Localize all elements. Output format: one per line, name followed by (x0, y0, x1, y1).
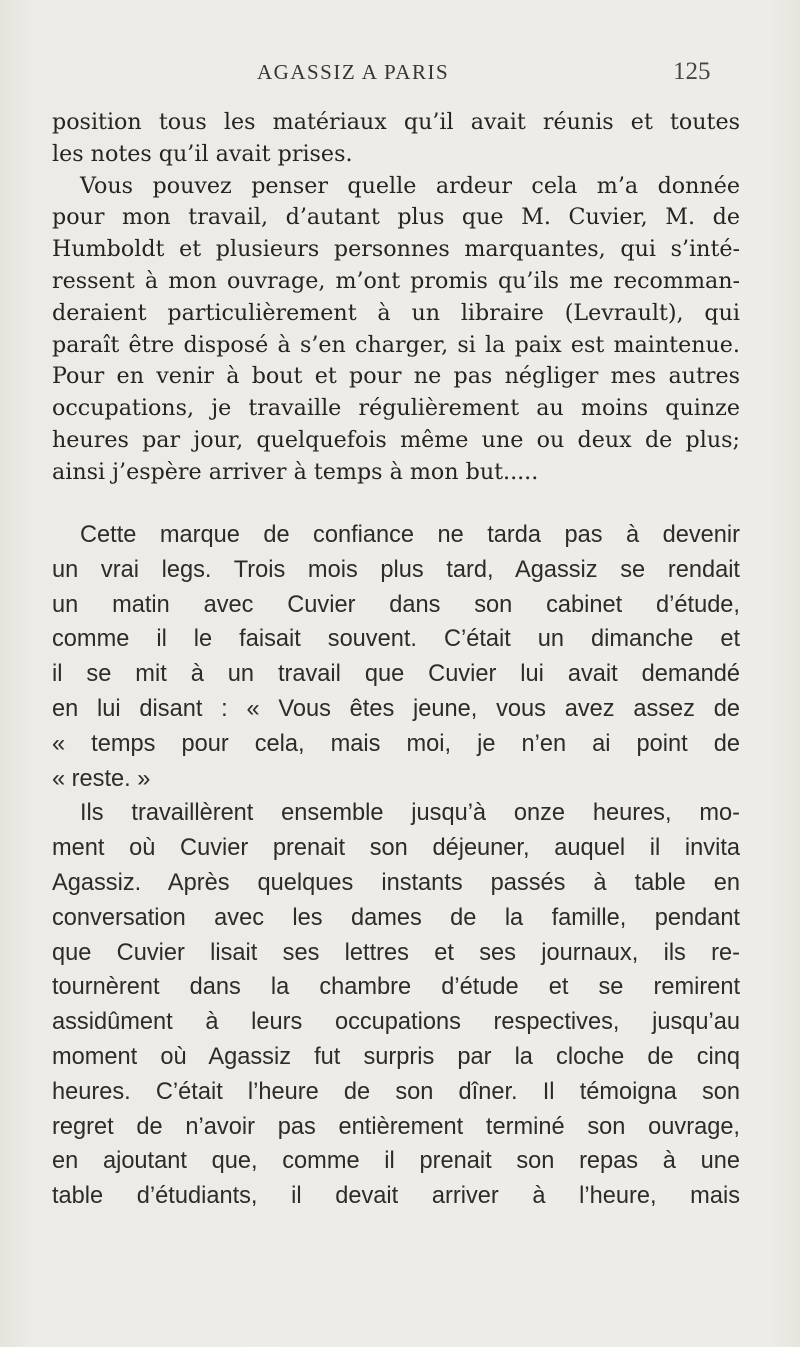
text-line: occupations, je travaille régulièrement au moins quinze (52, 395, 740, 422)
text-line: Vous pouvez penser quelle ardeur cela m’a donnée (80, 172, 740, 199)
text-line: un vrai legs. Trois mois plus tard, Agassiz se rendait (52, 556, 740, 583)
text-line: heures par jour, quelquefois même une ou deux de plus; (52, 426, 740, 453)
text-line: comme il le faisait souvent. C’était un dimanche et (52, 626, 740, 653)
text-line: Cette marque de confiance ne tarda pas à devenir (80, 522, 740, 548)
paragraph-3 (52, 518, 740, 796)
text-line: ment où Cuvier prenait son déjeuner, auquel il invita (52, 835, 740, 862)
paragraph-4 (52, 796, 740, 1214)
letter-excerpt (52, 107, 740, 489)
page-number: 125 (673, 58, 711, 85)
text-line: en ajoutant que, comme il prenait son repas à une (52, 1148, 740, 1175)
text-line: Humboldt et plusieurs personnes marquantes, qui s’inté- (52, 236, 740, 263)
text-line: Agassiz. Après quelques instants passés à table en (52, 869, 740, 896)
text-line: que Cuvier lisait ses lettres et ses journaux, ils re- (52, 939, 740, 966)
page-header (0, 58, 800, 94)
paragraph-2 (52, 171, 740, 489)
text-line: les notes qu’il avait prises. (52, 140, 353, 167)
text-line: Pour en venir à bout et pour ne pas négliger mes autres (52, 363, 740, 390)
text-line: heures. C’était l’heure de son dîner. Il témoigna son (52, 1078, 740, 1105)
text-line: Ils travaillèrent ensemble jusqu’à onze heures, mo- (80, 800, 740, 827)
text-line: regret de n’avoir pas entièrement terminé son ouvrage, (52, 1113, 740, 1140)
paragraph-1 (52, 107, 740, 171)
text-line: il se mit à un travail que Cuvier lui avait demandé (52, 661, 740, 688)
text-line: ressent à mon ouvrage, m’ont promis qu’ils me recomman- (52, 267, 740, 294)
text-line: tournèrent dans la chambre d’étude et se remirent (52, 974, 740, 1001)
text-line: ainsi j’espère arriver à temps à mon but..... (52, 458, 539, 485)
text-line: paraît être disposé à s’en charger, si la paix est maintenue. (52, 331, 740, 358)
text-line: « reste. » (52, 765, 151, 792)
text-line: assidûment à leurs occupations respectives, jusqu’au (52, 1009, 740, 1036)
text-line: table d’étudiants, il devait arriver à l’heure, mais (52, 1183, 740, 1210)
text-line: moment où Agassiz fut surpris par la cloche de cinq (52, 1043, 740, 1070)
text-line: position tous les matériaux qu’il avait réunis et toutes (52, 109, 740, 135)
running-title: AGASSIZ A PARIS (257, 60, 450, 84)
text-line: deraient particulièrement à un libraire (Levrault), qui (52, 299, 740, 326)
text-line: « temps pour cela, mais moi, je n’en ai point de (52, 730, 740, 757)
text-line: en lui disant : « Vous êtes jeune, vous avez assez de (52, 695, 740, 722)
text-line: pour mon travail, d’autant plus que M. Cuvier, M. de (52, 204, 740, 231)
text-line: un matin avec Cuvier dans son cabinet d’étude, (52, 591, 740, 618)
text-line: conversation avec les dames de la famille, pendant (52, 904, 740, 931)
narrative-text (52, 518, 740, 1214)
